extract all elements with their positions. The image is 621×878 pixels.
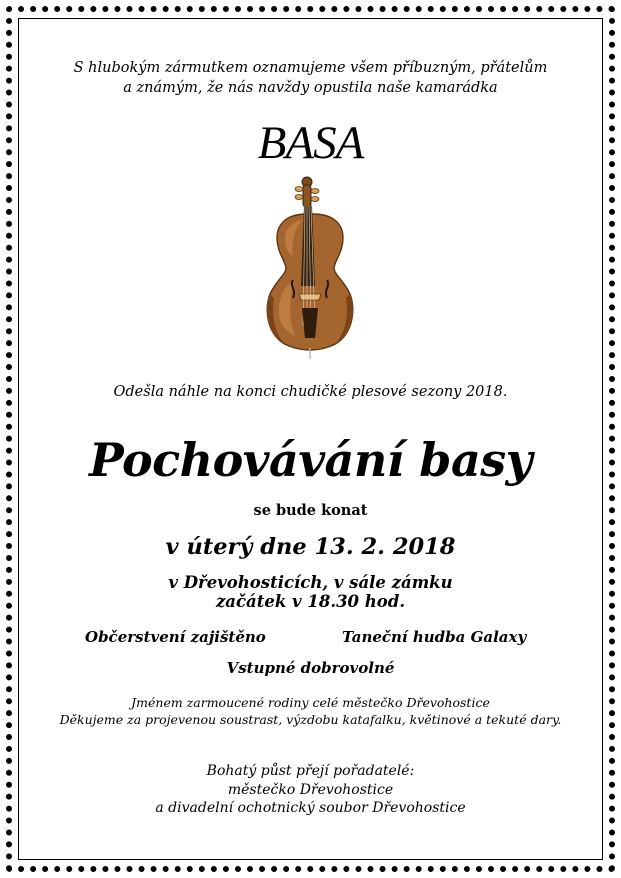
thanks-line: Děkujeme za projevenou soustrast, výzdobu katafalku, květinové a tekuté dary. <box>59 712 562 727</box>
entry-fee-text: Vstupné dobrovolné <box>226 659 395 677</box>
bass-pegbox <box>303 185 311 207</box>
organizers-text <box>0 762 621 818</box>
thanks-line: Jménem zarmoucené rodiny celé městečko Dřevohostice <box>131 695 490 710</box>
double-bass-icon <box>255 176 365 360</box>
thanks-text <box>0 694 621 728</box>
refreshments-text: Občerstvení zajištěno <box>85 628 266 646</box>
event-title: Pochovávání basy <box>89 433 532 487</box>
event-start-time: začátek v 18.30 hod. <box>215 592 406 611</box>
organizers-line: Bohatý půst přejí pořadatelé: <box>206 763 415 779</box>
intro-line: a známým, že nás navždy opustila naše kamarádka <box>123 80 498 96</box>
intro-text <box>0 58 621 98</box>
deceased-name: BASA <box>257 117 364 169</box>
music-text: Taneční hudba Galaxy <box>342 628 527 646</box>
event-date: v úterý dne 13. 2. 2018 <box>165 534 456 560</box>
bass-bridge <box>299 294 321 300</box>
will-be-held-text: se bude konat <box>253 502 368 519</box>
organizers-line: a divadelní ochotnický soubor Dřevohostice <box>155 800 466 816</box>
departed-text: Odešla náhle na konci chudičké plesové sezony 2018. <box>113 384 508 400</box>
intro-line: S hlubokým zármutkem oznamujeme všem příbuzným, přátelům <box>73 60 548 76</box>
event-place: v Dřevohosticích, v sále zámku <box>168 573 453 592</box>
organizers-line: městečko Dřevohostice <box>227 781 394 798</box>
